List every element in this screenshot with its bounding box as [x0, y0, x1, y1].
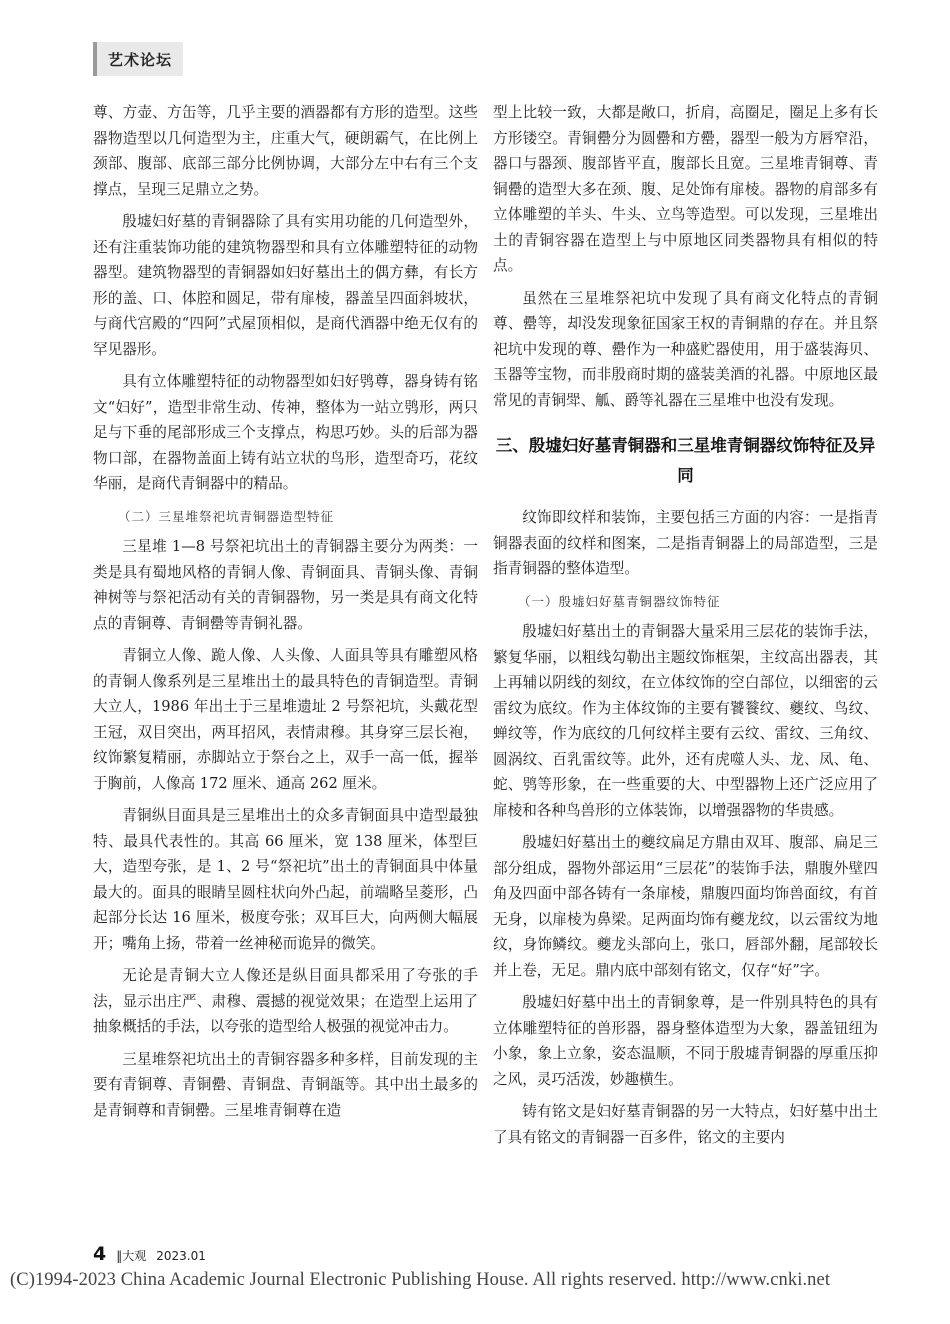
paragraph: 殷墟妇好墓的青铜器除了具有实用功能的几何造型外，还有注重装饰功能的建筑物器型和具有立体雕塑特征的动物器型。建筑物器型的青铜器如妇好墓出土的偶方彝，有长方形的盖、口、体腔和圆足，带有扉棱，器盖呈四面斜坡状，与商代宫殿的“四阿”式屋顶相似，是商代酒器中绝无仅有的罕见器形。 — [93, 213, 478, 358]
page-footer — [93, 1243, 206, 1265]
section-tag: 艺术论坛 — [93, 42, 183, 76]
paragraph: 型上比较一致，大都是敞口，折肩，高圈足，圈足上多有长方形镂空。青铜罍分为圆罍和方罍，器型一般为方唇窄沿，器口与器颈、腹部皆平直，腹部长且宽。三星堆青铜尊、青铜罍的造型大多在颈、腹、足处饰有扉棱。器物的肩部多有立体雕塑的羊头、牛头、立鸟等造型。可以发现，三星堆出土的青铜容器在造型上与中原地区同类器物具有相似的特点。 — [493, 104, 878, 274]
paragraph: 殷墟妇好墓出土的青铜器大量采用三层花的装饰手法，繁复华丽，以粗线勾勒出主题纹饰框架，主纹高出器表，其上再辅以阴线的刻纹，在立体纹饰的空白部位，以细密的云雷纹为底纹。作为主体纹饰的主要有饕餮纹、夔纹、鸟纹、蝉纹等，作为底纹的几何纹样主要有云纹、雷纹、三角纹、圆涡纹、百乳雷纹等。此外，还有虎噬人头、龙、凤、龟、蛇、鸮等形象，在一些重要的大、中型器物上还广泛应用了扉棱和各种鸟兽形的立体装饰，以增强器物的华贵感。 — [493, 623, 878, 819]
paragraph: 三星堆 1—8 号祭祀坑出土的青铜器主要分为两类：一类是具有蜀地风格的青铜人像、青铜面具、青铜头像、青铜神树等与祭祀活动有关的青铜器物，另一类是具有商文化特点的青铜尊、青铜罍等青铜礼器。 — [93, 538, 478, 632]
paragraph: 具有立体雕塑特征的动物器型如妇好鸮尊，器身铸有铭文“妇好”，造型非常生动、传神，整体为一站立鸮形，两只足与下垂的尾部形成三个支撑点，构思巧妙。头的后部为器物口部，在器物盖面上铸有站立状的鸟形，造型奇巧，花纹华丽，是商代青铜器中的精品。 — [93, 373, 478, 492]
issue-number: 2023.01 — [156, 1249, 206, 1263]
paragraph: 殷墟妇好墓出土的夔纹扁足方鼎由双耳、腹部、扁足三部分组成，器物外部运用“三层花”的装饰手法，鼎腹外壁四角及四面中部各铸有一条扉棱，鼎腹四面均饰兽面纹，有首无身，以扉棱为鼻梁。足两面均饰有夔龙纹，以云雷纹为地纹，身饰鳞纹。夔龙头部向上，张口，唇部外翻，尾部较长并上卷，无足。鼎内底中部刻有铭文，仅存“好”字。 — [493, 834, 878, 979]
paragraph: 青铜立人像、跪人像、人头像、人面具等具有雕塑风格的青铜人像系列是三星堆出土的最具特色的青铜造型。青铜大立人，1986 年出土于三星堆遗址 2 号祭祀坑，头戴花型王冠，双目突出，两耳招风，表情肃穆。其身穿三层长袍，纹饰繁复精丽，赤脚站立于祭台之上，双手一高一低，握举于胸前，人像高 172 厘米、通高 262 厘米。 — [93, 647, 478, 792]
paragraph: 殷墟妇好墓中出土的青铜象尊，是一件别具特色的具有立体雕塑特征的兽形器，器身整体造型为大象，器盖钮纽为小象，象上立象，姿态温顺，不同于殷墟青铜器的厚重压抑之风，灵巧活泼，妙趣横生。 — [493, 994, 878, 1088]
subsection-heading: （一）殷墟妇好墓青铜器纹饰特征 — [518, 593, 721, 609]
right-column — [493, 100, 878, 1157]
paragraph: 尊、方壶、方缶等，几乎主要的酒器都有方形的造型。这些器物造型以几何造型为主，庄重大气，硬朗霸气，在比例上颈部、腹部、底部三部分比例协调，大部分左中右有三个支撑点，呈现三足鼎立之势。 — [93, 104, 478, 198]
paragraph: 无论是青铜大立人像还是纵目面具都采用了夸张的手法，显示出庄严、肃穆、震撼的视觉效果；在造型上运用了抽象概括的手法，以夸张的造型给人极强的视觉冲击力。 — [93, 967, 478, 1035]
paragraph: 虽然在三星堆祭祀坑中发现了具有商文化特点的青铜尊、罍等，却没发现象征国家王权的青铜鼎的存在。并且祭祀坑中发现的尊、罍作为一种盛贮器使用，用于盛装海贝、玉器等宝物，而非殷商时期的盛装美酒的礼器。中原地区最常见的青铜斝、觚、爵等礼器在三星堆中也没有发现。 — [493, 289, 878, 409]
paragraph: 铸有铭文是妇好墓青铜器的另一大特点，妇好墓中出土了具有铭文的青铜器一百多件，铭文的主要内 — [493, 1103, 878, 1146]
paragraph: 纹饰即纹样和装饰，主要包括三方面的内容：一是指青铜器表面的纹样和图案，二是指青铜器上的局部造型，三是指青铜器的整体造型。 — [493, 509, 878, 577]
paragraph: 三星堆祭祀坑出土的青铜容器多种多样，目前发现的主要有青铜尊、青铜罍、青铜盘、青铜瓿等。其中出土最多的是青铜尊和青铜罍。三星堆青铜尊在造 — [93, 1050, 478, 1119]
subsection-heading: （二）三星堆祭祀坑青铜器造型特征 — [118, 508, 335, 524]
left-column — [93, 100, 478, 1130]
paragraph: 青铜纵目面具是三星堆出土的众多青铜面具中造型最独特、最具代表性的。其高 66 厘米，宽 138 厘米，体型巨大，造型夸张，是 1、2 号“祭祀坑”出土的青铜面具中体量最大的。面具的眼睛呈圆柱状向外凸起，前端略呈菱形，凸起部分长达 16 厘米，极度夸张；双耳巨大，向两侧大幅展开；嘴角上扬，带着一丝神秘而诡异的微笑。 — [93, 807, 478, 952]
page-number: 4 — [93, 1243, 107, 1265]
journal-name: ‖大观 — [116, 1249, 147, 1263]
section-heading: 三、殷墟妇好墓青铜器和三星堆青铜器纹饰特征及异同 — [495, 436, 876, 485]
copyright-notice: (C)1994-2023 China Academic Journal Electronic Publishing House. All rights reserved. http://www.cnki.net — [10, 1270, 831, 1290]
